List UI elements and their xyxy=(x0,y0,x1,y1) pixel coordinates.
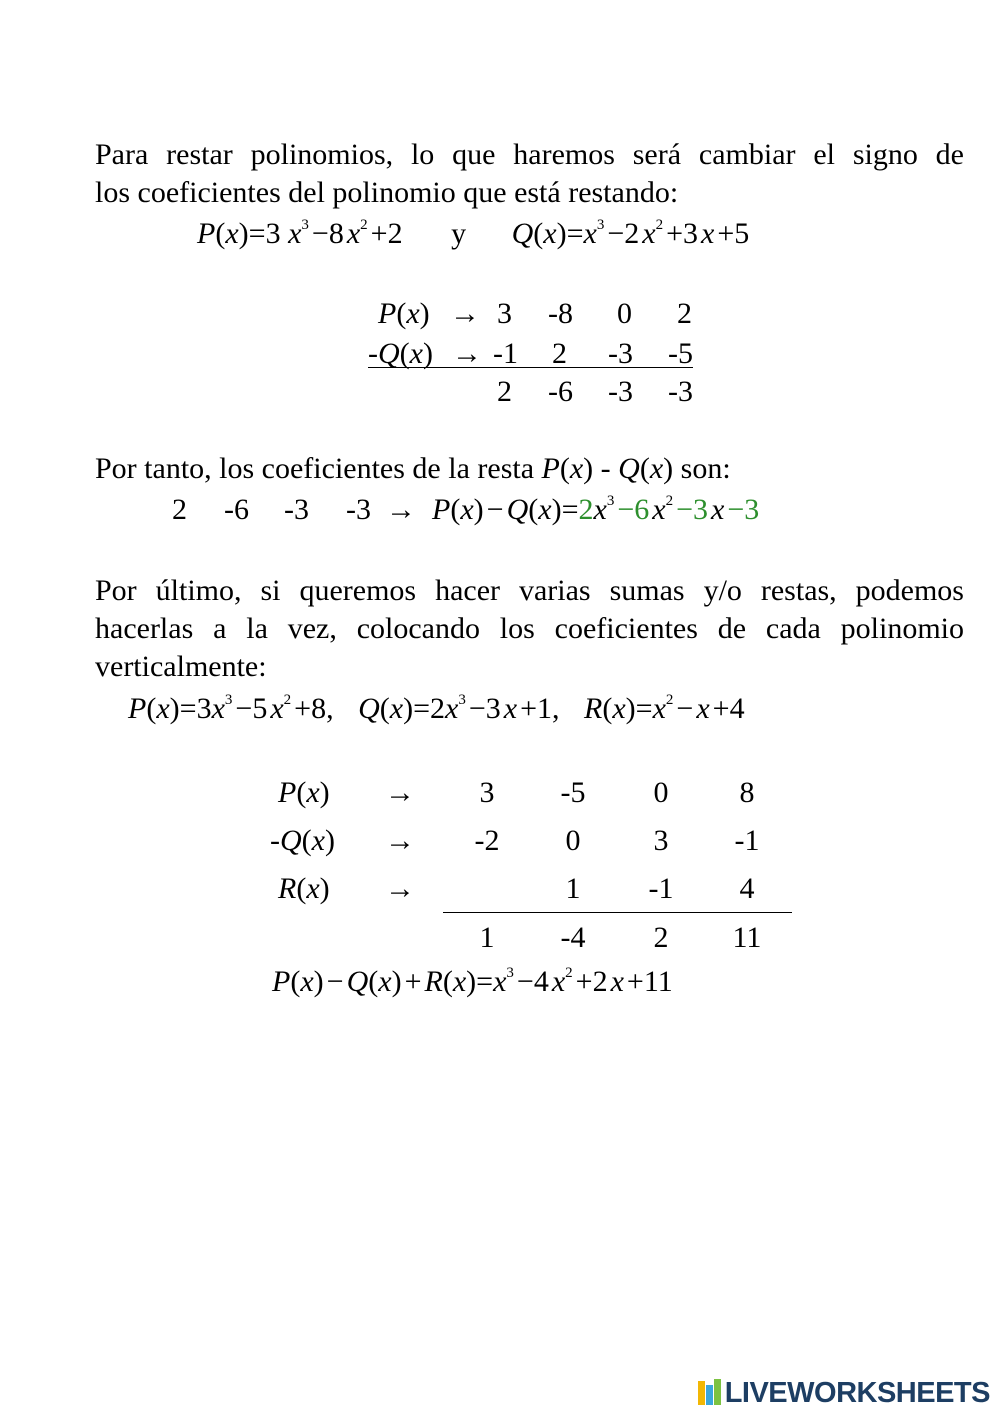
arrow: → xyxy=(385,872,415,905)
coef: -6 xyxy=(224,493,249,526)
polynomials-p-q-r-definition: $P(x)=3x^3 -5$ $x^2 +8$, $Q(x)=2x^3 -3$ x +1, $R(x)=x^2 - x +4$ xyxy=(128,692,745,725)
result-formula: $P(x) - Q(x)=2x^3 -6$ $x^2 -3$ x −3 xyxy=(432,493,760,526)
coef: -1 xyxy=(493,337,518,370)
coef: -4 xyxy=(560,921,586,954)
row-label: -Q(x) xyxy=(368,337,433,370)
liveworksheets-logo xyxy=(698,1376,990,1410)
coef: -1 xyxy=(648,872,674,905)
polynomials-p-q-definition: P(x)=3 $x^3 -8$ $x^2 +2$ y $Q(x)=x^3 -2$ $x^2 +3$ x +5 xyxy=(197,217,750,250)
p-symbol: P xyxy=(197,217,216,250)
coef: 1 xyxy=(565,872,581,905)
coef: 0 xyxy=(653,776,669,809)
coef: -3 xyxy=(668,375,693,408)
arrow: → xyxy=(450,297,480,330)
coef: 2 xyxy=(552,337,567,370)
coef: -1 xyxy=(734,824,760,857)
coef: -3 xyxy=(608,375,633,408)
coef: -6 xyxy=(548,375,573,408)
coef: -3 xyxy=(608,337,633,370)
conclusion-paragraph: Por tanto, los coeficientes de la resta P(x) - Q(x) son: xyxy=(95,452,731,485)
coef: -2 xyxy=(474,824,500,857)
intro2-line-2: hacerlas a la vez, colocando los coeficientes de cada polinomio xyxy=(95,612,964,645)
coef: 2 xyxy=(497,375,512,408)
arrow: → xyxy=(385,776,415,809)
coef: 2 xyxy=(172,493,187,526)
coef: 3 xyxy=(653,824,669,857)
coef: 3 xyxy=(479,776,495,809)
row-label: P(x) xyxy=(378,297,430,330)
liveworksheets-mark-icon xyxy=(698,1379,722,1407)
coef: -5 xyxy=(668,337,693,370)
coef: -3 xyxy=(346,493,371,526)
conjunction-y: y xyxy=(451,217,467,250)
intro2-line-1: Por último, si queremos hacer varias sumas y/o restas, podemos xyxy=(95,574,964,607)
coef: -3 xyxy=(284,493,309,526)
final-result-formula: $P(x) - Q(x) + R(x)=x^3 -4$ $x^2 +2$ x +11 xyxy=(272,965,673,998)
row-label: -Q(x) xyxy=(270,824,335,857)
intro2-line-3: verticalmente: xyxy=(95,650,267,683)
logo-text: LIVEWORKSHEETS xyxy=(724,1376,990,1409)
sum-rule xyxy=(443,912,792,913)
coef: -8 xyxy=(548,297,573,330)
coef: 0 xyxy=(565,824,581,857)
coef: -5 xyxy=(560,776,586,809)
row-label: R(x) xyxy=(278,872,330,905)
coef: 2 xyxy=(653,921,669,954)
intro-line-1: Para restar polinomios, lo que haremos será cambiar el signo de xyxy=(95,138,964,171)
sum-rule xyxy=(368,367,693,368)
coef: 1 xyxy=(479,921,495,954)
coef: 4 xyxy=(739,872,755,905)
arrow: → xyxy=(452,337,482,370)
multi-operation-paragraph xyxy=(95,572,964,686)
row-label: P(x) xyxy=(278,776,330,809)
coef: 8 xyxy=(739,776,755,809)
coef: 0 xyxy=(617,297,632,330)
intro-paragraph xyxy=(95,136,964,212)
q-symbol: Q xyxy=(511,217,534,250)
arrow: → xyxy=(386,493,416,526)
coef: 2 xyxy=(677,297,692,330)
arrow: → xyxy=(385,824,415,857)
coef: 3 xyxy=(497,297,512,330)
intro-line-2: los coeficientes del polinomio que está restando: xyxy=(95,176,679,209)
coef: 11 xyxy=(732,921,762,954)
